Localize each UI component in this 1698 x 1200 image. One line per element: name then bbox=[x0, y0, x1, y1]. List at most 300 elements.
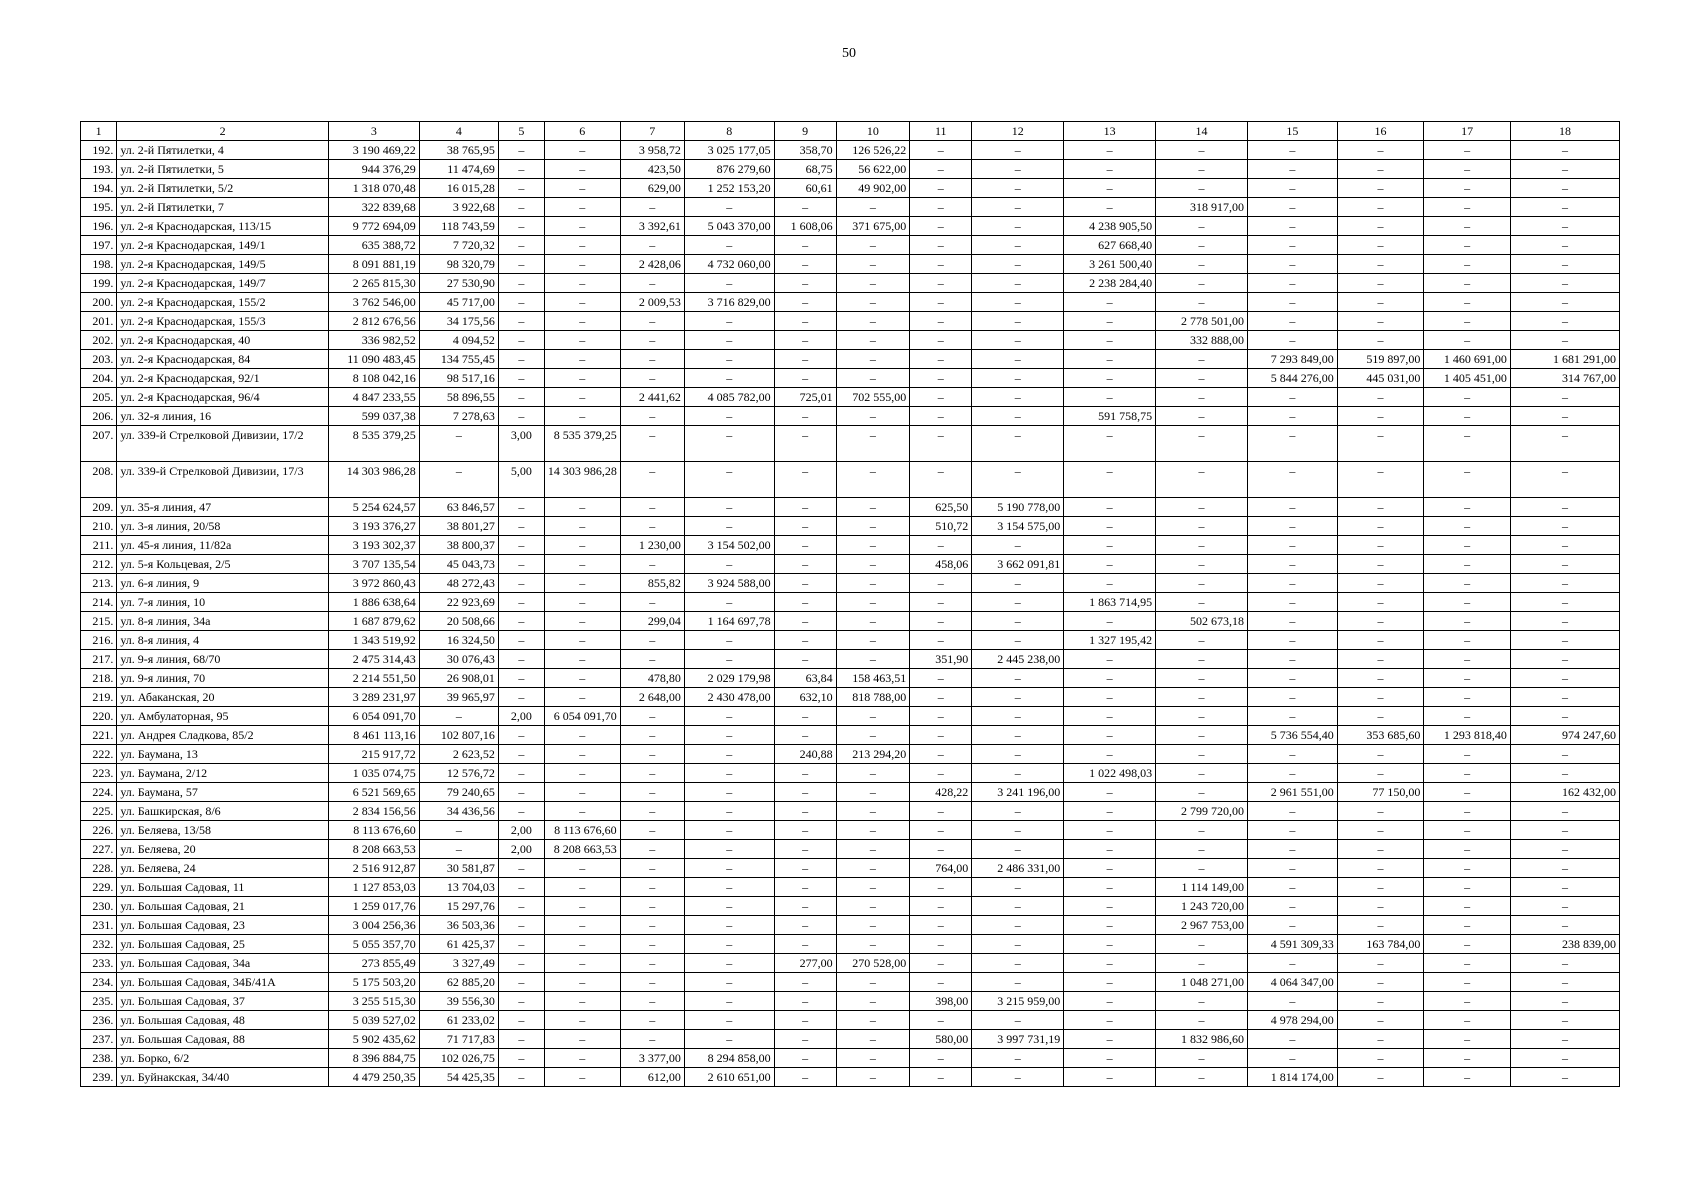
value-cell: – bbox=[972, 217, 1064, 236]
value-cell: – bbox=[774, 916, 836, 935]
value-cell: 16 015,28 bbox=[419, 179, 498, 198]
value-cell: – bbox=[1156, 840, 1248, 859]
value-cell: – bbox=[1510, 312, 1619, 331]
row-number: 207. bbox=[81, 426, 117, 462]
value-cell: – bbox=[774, 802, 836, 821]
value-cell: – bbox=[1424, 160, 1511, 179]
value-cell: – bbox=[1248, 198, 1338, 217]
value-cell: – bbox=[972, 274, 1064, 293]
value-cell: 215 917,72 bbox=[328, 745, 419, 764]
value-cell: – bbox=[1424, 973, 1511, 992]
value-cell: – bbox=[498, 141, 544, 160]
value-cell: – bbox=[1248, 859, 1338, 878]
value-cell: – bbox=[774, 426, 836, 462]
value-cell: – bbox=[1248, 555, 1338, 574]
value-cell: – bbox=[910, 669, 972, 688]
value-cell: – bbox=[498, 897, 544, 916]
column-header: 8 bbox=[684, 122, 774, 141]
value-cell: – bbox=[1337, 1011, 1424, 1030]
value-cell: – bbox=[1064, 179, 1156, 198]
value-cell: – bbox=[774, 612, 836, 631]
value-cell: – bbox=[1064, 973, 1156, 992]
value-cell: – bbox=[836, 631, 910, 650]
table-row bbox=[81, 369, 1620, 388]
value-cell: – bbox=[620, 840, 684, 859]
value-cell: – bbox=[1337, 236, 1424, 255]
value-cell: – bbox=[910, 236, 972, 255]
address-cell: ул. Большая Садовая, 88 bbox=[117, 1030, 329, 1049]
value-cell: 1 259 017,76 bbox=[328, 897, 419, 916]
value-cell: – bbox=[1510, 669, 1619, 688]
value-cell: 5 190 778,00 bbox=[972, 498, 1064, 517]
row-number: 235. bbox=[81, 992, 117, 1011]
value-cell: – bbox=[1064, 726, 1156, 745]
table-row bbox=[81, 783, 1620, 802]
value-cell: – bbox=[1424, 255, 1511, 274]
address-cell: ул. Андрея Сладкова, 85/2 bbox=[117, 726, 329, 745]
value-cell: – bbox=[910, 821, 972, 840]
address-cell: ул. Беляева, 24 bbox=[117, 859, 329, 878]
value-cell: – bbox=[1510, 859, 1619, 878]
value-cell: 1 114 149,00 bbox=[1156, 878, 1248, 897]
value-cell: – bbox=[1156, 783, 1248, 802]
value-cell: 162 432,00 bbox=[1510, 783, 1619, 802]
value-cell: – bbox=[910, 973, 972, 992]
column-header: 14 bbox=[1156, 122, 1248, 141]
address-cell: ул. Большая Садовая, 48 bbox=[117, 1011, 329, 1030]
value-cell: – bbox=[544, 954, 620, 973]
value-cell: 60,61 bbox=[774, 179, 836, 198]
value-cell: 1 460 691,00 bbox=[1424, 350, 1511, 369]
value-cell: – bbox=[498, 331, 544, 350]
row-number: 202. bbox=[81, 331, 117, 350]
value-cell: 8 294 858,00 bbox=[684, 1049, 774, 1068]
value-cell: – bbox=[910, 764, 972, 783]
value-cell: 1 863 714,95 bbox=[1064, 593, 1156, 612]
value-cell: – bbox=[684, 878, 774, 897]
value-cell: – bbox=[836, 462, 910, 498]
value-cell: – bbox=[544, 536, 620, 555]
value-cell: 1 252 153,20 bbox=[684, 179, 774, 198]
value-cell: 445 031,00 bbox=[1337, 369, 1424, 388]
value-cell: 98 517,16 bbox=[419, 369, 498, 388]
value-cell: – bbox=[1156, 517, 1248, 536]
value-cell: – bbox=[1064, 536, 1156, 555]
value-cell: – bbox=[972, 764, 1064, 783]
value-cell: – bbox=[972, 935, 1064, 954]
value-cell: 71 717,83 bbox=[419, 1030, 498, 1049]
value-cell: – bbox=[972, 631, 1064, 650]
value-cell: – bbox=[910, 612, 972, 631]
value-cell: 2 610 651,00 bbox=[684, 1068, 774, 1087]
value-cell: 163 784,00 bbox=[1337, 935, 1424, 954]
value-cell: – bbox=[1156, 631, 1248, 650]
value-cell: – bbox=[1424, 1030, 1511, 1049]
value-cell: – bbox=[1337, 1030, 1424, 1049]
value-cell: – bbox=[1248, 593, 1338, 612]
address-cell: ул. Большая Садовая, 34а bbox=[117, 954, 329, 973]
value-cell: – bbox=[1424, 236, 1511, 255]
value-cell: 6 054 091,70 bbox=[328, 707, 419, 726]
value-cell: – bbox=[498, 764, 544, 783]
row-number: 219. bbox=[81, 688, 117, 707]
value-cell: 3 327,49 bbox=[419, 954, 498, 973]
value-cell: – bbox=[1156, 274, 1248, 293]
value-cell: – bbox=[1510, 331, 1619, 350]
value-cell: – bbox=[1064, 198, 1156, 217]
value-cell: – bbox=[972, 255, 1064, 274]
value-cell: – bbox=[620, 954, 684, 973]
value-cell: – bbox=[910, 954, 972, 973]
value-cell: 61 233,02 bbox=[419, 1011, 498, 1030]
value-cell: – bbox=[1248, 236, 1338, 255]
value-cell: – bbox=[1064, 498, 1156, 517]
value-cell: – bbox=[774, 859, 836, 878]
value-cell: – bbox=[684, 1030, 774, 1049]
value-cell: – bbox=[1156, 954, 1248, 973]
value-cell: – bbox=[1337, 688, 1424, 707]
value-cell: 20 508,66 bbox=[419, 612, 498, 631]
value-cell: – bbox=[1064, 745, 1156, 764]
value-cell: – bbox=[498, 726, 544, 745]
value-cell: – bbox=[544, 783, 620, 802]
value-cell: – bbox=[498, 274, 544, 293]
address-cell: ул. Буйнакская, 34/40 bbox=[117, 1068, 329, 1087]
value-cell: 1 022 498,03 bbox=[1064, 764, 1156, 783]
value-cell: – bbox=[684, 331, 774, 350]
row-number: 217. bbox=[81, 650, 117, 669]
value-cell: – bbox=[972, 878, 1064, 897]
value-cell: – bbox=[1337, 141, 1424, 160]
value-cell: – bbox=[910, 350, 972, 369]
value-cell: – bbox=[544, 593, 620, 612]
value-cell: – bbox=[1510, 426, 1619, 462]
value-cell: – bbox=[1510, 593, 1619, 612]
value-cell: – bbox=[684, 555, 774, 574]
value-cell: – bbox=[1424, 555, 1511, 574]
value-cell: – bbox=[1337, 992, 1424, 1011]
address-cell: ул. Большая Садовая, 23 bbox=[117, 916, 329, 935]
row-number: 197. bbox=[81, 236, 117, 255]
value-cell: – bbox=[620, 331, 684, 350]
value-cell: – bbox=[1064, 350, 1156, 369]
value-cell: – bbox=[1064, 462, 1156, 498]
value-cell: 4 591 309,33 bbox=[1248, 935, 1338, 954]
value-cell: 632,10 bbox=[774, 688, 836, 707]
value-cell: 322 839,68 bbox=[328, 198, 419, 217]
value-cell: 8 091 881,19 bbox=[328, 255, 419, 274]
value-cell: – bbox=[972, 821, 1064, 840]
row-number: 236. bbox=[81, 1011, 117, 1030]
row-number: 199. bbox=[81, 274, 117, 293]
value-cell: – bbox=[1248, 916, 1338, 935]
value-cell: – bbox=[544, 916, 620, 935]
value-cell: 314 767,00 bbox=[1510, 369, 1619, 388]
value-cell: – bbox=[1064, 574, 1156, 593]
row-number: 194. bbox=[81, 179, 117, 198]
table-row bbox=[81, 388, 1620, 407]
value-cell: – bbox=[836, 369, 910, 388]
value-cell: – bbox=[1337, 650, 1424, 669]
value-cell: – bbox=[972, 179, 1064, 198]
value-cell: – bbox=[1424, 745, 1511, 764]
value-cell: – bbox=[910, 141, 972, 160]
value-cell: 855,82 bbox=[620, 574, 684, 593]
value-cell: – bbox=[1510, 160, 1619, 179]
value-cell: – bbox=[1337, 840, 1424, 859]
value-cell: 2 648,00 bbox=[620, 688, 684, 707]
value-cell: – bbox=[1424, 916, 1511, 935]
value-cell: – bbox=[1064, 821, 1156, 840]
value-cell: 39 965,97 bbox=[419, 688, 498, 707]
value-cell: – bbox=[1156, 935, 1248, 954]
table-row bbox=[81, 217, 1620, 236]
value-cell: – bbox=[684, 783, 774, 802]
value-cell: 1 886 638,64 bbox=[328, 593, 419, 612]
value-cell: – bbox=[1424, 1011, 1511, 1030]
value-cell: – bbox=[620, 555, 684, 574]
value-cell: – bbox=[972, 1011, 1064, 1030]
value-cell: – bbox=[910, 1068, 972, 1087]
value-cell: – bbox=[684, 897, 774, 916]
value-cell: – bbox=[544, 312, 620, 331]
column-header: 17 bbox=[1424, 122, 1511, 141]
value-cell: – bbox=[498, 612, 544, 631]
row-number: 220. bbox=[81, 707, 117, 726]
row-number: 215. bbox=[81, 612, 117, 631]
value-cell: – bbox=[1424, 954, 1511, 973]
value-cell: – bbox=[1064, 141, 1156, 160]
value-cell: – bbox=[836, 802, 910, 821]
value-cell: 36 503,36 bbox=[419, 916, 498, 935]
row-number: 192. bbox=[81, 141, 117, 160]
address-cell: ул. 8-я линия, 4 bbox=[117, 631, 329, 650]
address-cell: ул. Большая Садовая, 25 bbox=[117, 935, 329, 954]
value-cell: – bbox=[1156, 293, 1248, 312]
value-cell: – bbox=[910, 631, 972, 650]
value-cell: – bbox=[1337, 802, 1424, 821]
value-cell: – bbox=[1510, 897, 1619, 916]
table-row bbox=[81, 1068, 1620, 1087]
address-cell: ул. 2-й Пятилетки, 5/2 bbox=[117, 179, 329, 198]
value-cell: – bbox=[910, 369, 972, 388]
value-cell: – bbox=[1064, 293, 1156, 312]
value-cell: – bbox=[620, 407, 684, 426]
value-cell: – bbox=[1510, 141, 1619, 160]
value-cell: – bbox=[498, 916, 544, 935]
table-row bbox=[81, 1030, 1620, 1049]
value-cell: 519 897,00 bbox=[1337, 350, 1424, 369]
value-cell: – bbox=[498, 555, 544, 574]
value-cell: – bbox=[774, 764, 836, 783]
value-cell: – bbox=[544, 236, 620, 255]
address-cell: ул. Беляева, 13/58 bbox=[117, 821, 329, 840]
value-cell: 2 430 478,00 bbox=[684, 688, 774, 707]
value-cell: – bbox=[1156, 498, 1248, 517]
value-cell: – bbox=[774, 821, 836, 840]
value-cell: 38 765,95 bbox=[419, 141, 498, 160]
value-cell: – bbox=[910, 878, 972, 897]
value-cell: 8 461 113,16 bbox=[328, 726, 419, 745]
value-cell: 944 376,29 bbox=[328, 160, 419, 179]
value-cell: 625,50 bbox=[910, 498, 972, 517]
address-cell: ул. Баумана, 13 bbox=[117, 745, 329, 764]
value-cell: – bbox=[1510, 916, 1619, 935]
value-cell: – bbox=[1156, 369, 1248, 388]
value-cell: – bbox=[1156, 407, 1248, 426]
value-cell: – bbox=[1064, 1011, 1156, 1030]
value-cell: – bbox=[972, 688, 1064, 707]
value-cell: – bbox=[972, 407, 1064, 426]
value-cell: – bbox=[1248, 878, 1338, 897]
value-cell: – bbox=[544, 293, 620, 312]
value-cell: – bbox=[910, 1049, 972, 1068]
value-cell: – bbox=[498, 935, 544, 954]
column-header: 13 bbox=[1064, 122, 1156, 141]
value-cell: 2 029 179,98 bbox=[684, 669, 774, 688]
value-cell: – bbox=[544, 1049, 620, 1068]
address-cell: ул. 35-я линия, 47 bbox=[117, 498, 329, 517]
value-cell: – bbox=[684, 517, 774, 536]
value-cell: 22 923,69 bbox=[419, 593, 498, 612]
value-cell: – bbox=[1064, 650, 1156, 669]
value-cell: 62 885,20 bbox=[419, 973, 498, 992]
address-cell: ул. 2-я Краснодарская, 40 bbox=[117, 331, 329, 350]
row-number: 198. bbox=[81, 255, 117, 274]
value-cell: – bbox=[1510, 574, 1619, 593]
value-cell: 238 839,00 bbox=[1510, 935, 1619, 954]
value-cell: – bbox=[910, 312, 972, 331]
row-number: 237. bbox=[81, 1030, 117, 1049]
value-cell: 3 762 546,00 bbox=[328, 293, 419, 312]
value-cell: – bbox=[1510, 973, 1619, 992]
value-cell: – bbox=[1248, 426, 1338, 462]
value-cell: – bbox=[1248, 462, 1338, 498]
value-cell: 8 208 663,53 bbox=[328, 840, 419, 859]
table-row bbox=[81, 1011, 1620, 1030]
page-number: 50 bbox=[842, 46, 856, 61]
value-cell: – bbox=[774, 498, 836, 517]
value-cell: – bbox=[774, 631, 836, 650]
value-cell: – bbox=[1510, 1011, 1619, 1030]
table-row bbox=[81, 821, 1620, 840]
value-cell: – bbox=[1337, 574, 1424, 593]
value-cell: 63,84 bbox=[774, 669, 836, 688]
value-cell: – bbox=[1248, 217, 1338, 236]
value-cell: – bbox=[972, 707, 1064, 726]
address-cell: ул. 2-я Краснодарская, 113/15 bbox=[117, 217, 329, 236]
value-cell: 2 214 551,50 bbox=[328, 669, 419, 688]
address-cell: ул. 9-я линия, 70 bbox=[117, 669, 329, 688]
value-cell: 2 475 314,43 bbox=[328, 650, 419, 669]
value-cell: – bbox=[910, 293, 972, 312]
value-cell: – bbox=[684, 407, 774, 426]
value-cell: – bbox=[1248, 498, 1338, 517]
value-cell: 591 758,75 bbox=[1064, 407, 1156, 426]
value-cell: – bbox=[620, 859, 684, 878]
column-header: 3 bbox=[328, 122, 419, 141]
value-cell: – bbox=[836, 198, 910, 217]
value-cell: – bbox=[620, 916, 684, 935]
value-cell: – bbox=[1337, 255, 1424, 274]
value-cell: – bbox=[972, 331, 1064, 350]
value-cell: – bbox=[774, 897, 836, 916]
value-cell: – bbox=[1424, 612, 1511, 631]
value-cell: – bbox=[836, 350, 910, 369]
value-cell: 974 247,60 bbox=[1510, 726, 1619, 745]
column-header: 15 bbox=[1248, 122, 1338, 141]
value-cell: 4 085 782,00 bbox=[684, 388, 774, 407]
value-cell: 4 238 905,50 bbox=[1064, 217, 1156, 236]
value-cell: 2 778 501,00 bbox=[1156, 312, 1248, 331]
value-cell: – bbox=[1424, 293, 1511, 312]
header-row bbox=[81, 122, 1620, 141]
value-cell: – bbox=[1064, 707, 1156, 726]
value-cell: 213 294,20 bbox=[836, 745, 910, 764]
address-cell: ул. 339-й Стрелковой Дивизии, 17/3 bbox=[117, 462, 329, 498]
value-cell: – bbox=[1248, 1049, 1338, 1068]
value-cell: – bbox=[620, 350, 684, 369]
value-cell: – bbox=[498, 236, 544, 255]
value-cell: 3 922,68 bbox=[419, 198, 498, 217]
table-row bbox=[81, 916, 1620, 935]
value-cell: – bbox=[544, 331, 620, 350]
value-cell: – bbox=[972, 745, 1064, 764]
value-cell: 5 043 370,00 bbox=[684, 217, 774, 236]
value-cell: – bbox=[1248, 745, 1338, 764]
table-row bbox=[81, 517, 1620, 536]
value-cell: – bbox=[836, 293, 910, 312]
value-cell: 5 902 435,62 bbox=[328, 1030, 419, 1049]
value-cell: – bbox=[1424, 631, 1511, 650]
value-cell: – bbox=[1248, 707, 1338, 726]
value-cell: – bbox=[1156, 688, 1248, 707]
row-number: 232. bbox=[81, 935, 117, 954]
table-row bbox=[81, 536, 1620, 555]
table-row bbox=[81, 350, 1620, 369]
value-cell: – bbox=[836, 973, 910, 992]
value-cell: 2 516 912,87 bbox=[328, 859, 419, 878]
value-cell: 27 530,90 bbox=[419, 274, 498, 293]
value-cell: – bbox=[1156, 726, 1248, 745]
value-cell: – bbox=[620, 802, 684, 821]
value-cell: – bbox=[1337, 407, 1424, 426]
value-cell: 3,00 bbox=[498, 426, 544, 462]
value-cell: – bbox=[419, 840, 498, 859]
value-cell: – bbox=[1424, 498, 1511, 517]
value-cell: 30 581,87 bbox=[419, 859, 498, 878]
value-cell: 1 230,00 bbox=[620, 536, 684, 555]
table-row bbox=[81, 764, 1620, 783]
row-number: 206. bbox=[81, 407, 117, 426]
value-cell: 118 743,59 bbox=[419, 217, 498, 236]
value-cell: – bbox=[1064, 312, 1156, 331]
value-cell: – bbox=[1337, 498, 1424, 517]
table-row bbox=[81, 593, 1620, 612]
value-cell: – bbox=[684, 593, 774, 612]
value-cell: – bbox=[910, 707, 972, 726]
address-cell: ул. 2-й Пятилетки, 7 bbox=[117, 198, 329, 217]
value-cell: – bbox=[774, 555, 836, 574]
table-row bbox=[81, 198, 1620, 217]
value-cell: 45 043,73 bbox=[419, 555, 498, 574]
value-cell: 3 289 231,97 bbox=[328, 688, 419, 707]
value-cell: 876 279,60 bbox=[684, 160, 774, 179]
value-cell: – bbox=[498, 1030, 544, 1049]
value-cell: – bbox=[1510, 498, 1619, 517]
value-cell: – bbox=[684, 954, 774, 973]
value-cell: – bbox=[836, 992, 910, 1011]
